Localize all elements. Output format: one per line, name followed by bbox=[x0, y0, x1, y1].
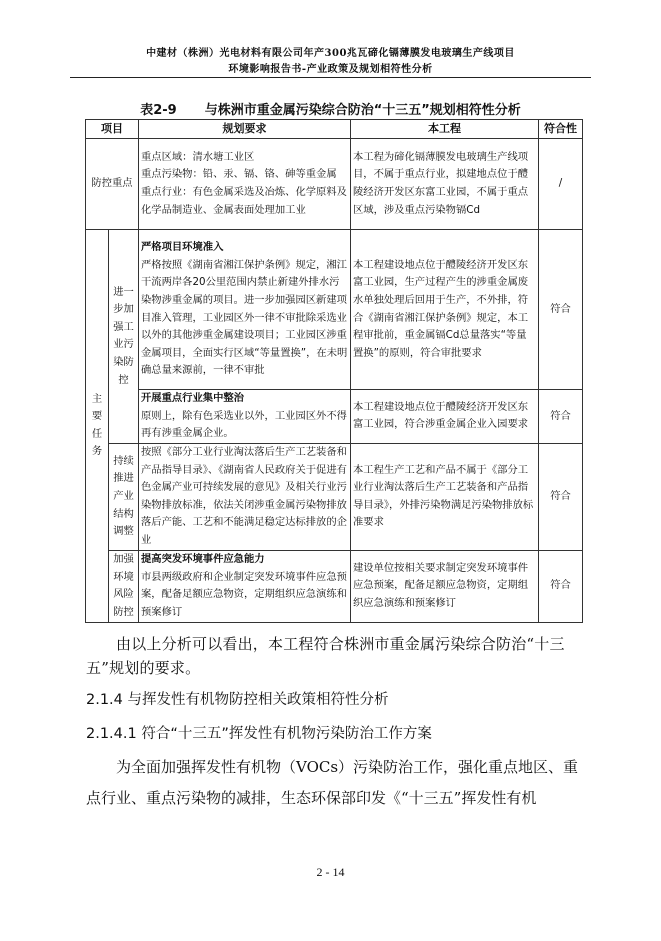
group-label: 持续推进产业结构调整 bbox=[109, 443, 139, 550]
requirement-text: 原则上，除有色采选业以外，工业园区外不得再有涉重金属企业。 bbox=[141, 409, 347, 440]
requirement-text: 市县两级政府和企业制定突发环境事件应急预案，配备足额应急物资，定期组织应急演练和预案修订 bbox=[141, 570, 347, 618]
section-heading-2-1-4-1: 2.1.4.1 符合“十三五”挥发性有机物污染防治工作方案 bbox=[86, 726, 432, 742]
table-row bbox=[86, 550, 583, 622]
requirement-cell bbox=[139, 230, 351, 390]
section-heading-2-1-4: 2.1.4 与挥发性有机物防控相关政策相符性分析 bbox=[86, 692, 389, 708]
requirement-heading: 开展重点行业集中整治 bbox=[141, 392, 244, 404]
compliance-cell: / bbox=[539, 139, 583, 230]
running-header-subtitle: 环境影响报告书-产业政策及规划相符性分析 bbox=[228, 64, 433, 75]
requirement-text: 严格按照《湖南省湘江保护条例》规定，湘江干流两岸各20公里范围内禁止新建外排水污染物涉重金属的项目。进一步加强园区新建项目准入管理，工业园区外一律不审批除采选业以外的其他涉重金属建设项目；工业园区涉重金属项目，全面实行区域“等量置换”，在未明确总量来源前，一律不审批 bbox=[141, 258, 348, 377]
requirement-line: 重点污染物：铅、汞、镉、铬、砷等重金属 bbox=[141, 168, 337, 181]
table-row bbox=[86, 443, 583, 550]
col-header-requirement: 规划要求 bbox=[139, 120, 351, 139]
requirement-text: 按照《部分工业行业淘汰落后生产工艺装备和产品指导目录》、《湖南省人民政府关于促进有色金属产业可持续发展的意见》及相关行业污染物排放标准，依法关闭涉重金属污染物排放落后产能、工艺和不能满足稳定达标排放的企业 bbox=[141, 446, 347, 546]
running-header-title: 中建材（株洲）光电材料有限公司年产300兆瓦碲化镉薄膜发电玻璃生产线项目 bbox=[146, 48, 515, 59]
col-header-compliance: 符合性 bbox=[539, 120, 583, 139]
group-label: 进一步加强工业污染防控 bbox=[109, 230, 139, 444]
project-cell: 本工程建设地点位于醴陵经济开发区东富工业园，生产过程产生的涉重金属废水单独处理后回用于生产，不外排，符合《湖南省湘江保护条例》规定，本工程审批前，重金属镉Cd总量落实“等量置换”的原则，符合审批要求 bbox=[351, 230, 539, 390]
project-cell: 建设单位按相关要求制定突发环境事件应急预案，配备足额应急物资，定期组织应急演练和预案修订 bbox=[351, 550, 539, 622]
group-label: 加强环境风险防控 bbox=[109, 550, 139, 622]
page-number: 2 - 14 bbox=[316, 865, 345, 879]
table-row bbox=[86, 139, 583, 230]
requirement-cell bbox=[139, 390, 351, 444]
compliance-table bbox=[85, 119, 583, 623]
requirement-heading: 提高突发环境事件应急能力 bbox=[141, 553, 265, 566]
table-number: 表2-9 bbox=[140, 103, 177, 118]
requirement-heading: 严格项目环境准入 bbox=[141, 241, 224, 254]
body-paragraph: 为全面加强挥发性有机物（VOCs）污染防治工作，强化重点地区、重点行业、重点污染物的减排，生态环保部印发《“十三五”挥发性有机 bbox=[86, 758, 579, 807]
project-cell: 本工程为碲化镉薄膜发电玻璃生产线项目，不属于重点行业，拟建地点位于醴陵经济开发区东富工业园，不属于重点区域，涉及重点污染物镉Cd bbox=[351, 139, 539, 230]
table-header-row bbox=[86, 120, 583, 139]
col-header-item: 项目 bbox=[86, 120, 139, 139]
row-label-control-focus: 防控重点 bbox=[86, 139, 139, 230]
requirement-cell bbox=[139, 550, 351, 622]
table-title: 与株洲市重金属污染综合防治“十三五”规划相符性分析 bbox=[204, 103, 521, 118]
conclusion-paragraph: 由以上分析可以看出，本工程符合株洲市重金属污染综合防治“十三五”规划的要求。 bbox=[86, 635, 565, 677]
main-tasks-label: 主要任务 bbox=[86, 230, 109, 623]
requirement-line: 重点行业：有色金属采选及冶炼、化学原料及化学品制造业、金属表面处理加工业 bbox=[141, 186, 347, 216]
compliance-cell: 符合 bbox=[539, 230, 583, 390]
table-caption bbox=[0, 99, 661, 118]
header-rule bbox=[70, 77, 591, 78]
project-cell: 本工程生产工艺和产品不属于《部分工业行业淘汰落后生产工艺装备和产品指导目录》，外排污染物满足污染物排放标准要求 bbox=[351, 443, 539, 550]
requirement-cell bbox=[139, 139, 351, 230]
table-row bbox=[86, 390, 583, 444]
col-header-project: 本工程 bbox=[351, 120, 539, 139]
table-row bbox=[86, 230, 583, 390]
requirement-cell bbox=[139, 443, 351, 550]
compliance-cell: 符合 bbox=[539, 550, 583, 622]
compliance-cell: 符合 bbox=[539, 443, 583, 550]
compliance-cell: 符合 bbox=[539, 390, 583, 444]
requirement-line: 重点区域：清水塘工业区 bbox=[141, 150, 255, 163]
project-cell: 本工程建设地点位于醴陵经济开发区东富工业园，符合涉重金属企业入园要求 bbox=[351, 390, 539, 444]
